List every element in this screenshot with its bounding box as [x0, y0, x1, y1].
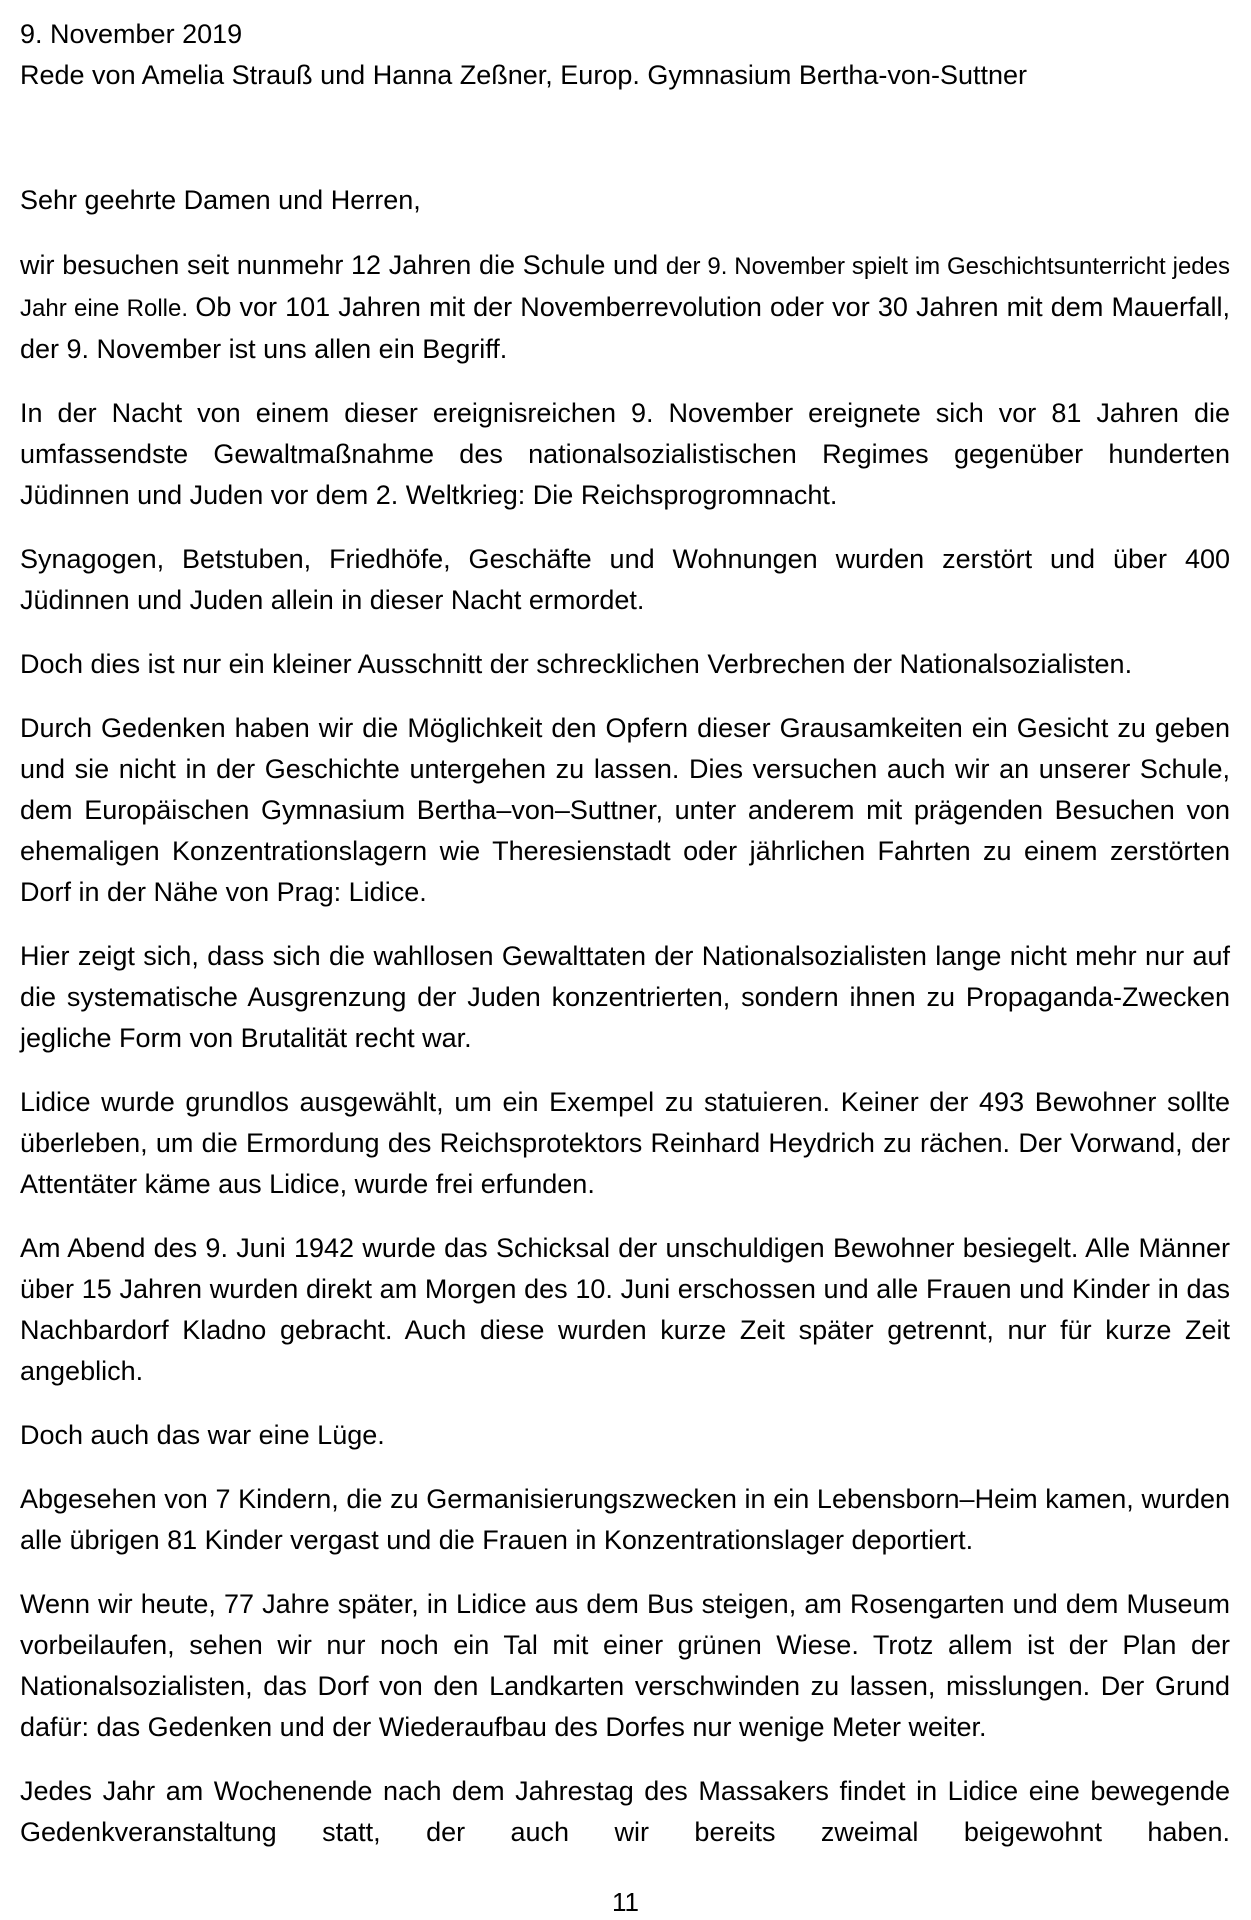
text-run: wir besuchen seit nunmehr 12 Jahren die Schule und [20, 250, 666, 280]
paragraph [20, 936, 1230, 1059]
text-run: Durch Gedenken haben wir die Möglichkeit den Opfern dieser Grausamkeiten ein Gesicht zu geben und sie nicht in der Geschichte untergehen zu lassen. Dies versuchen auch wir an unserer Schule, dem Europäischen Gymnasium Bertha–von–Suttner, unter anderem mit prägenden Besuchen von ehemaligen Konzentrationslagern wie Theresienstadt oder jährlichen Fahrten zu einem zerstörten Dorf in der Nähe von Prag: Lidice. [20, 713, 1230, 907]
paragraph [20, 1415, 1230, 1456]
paragraph [20, 708, 1230, 913]
paragraph [20, 393, 1230, 516]
paragraph [20, 1771, 1230, 1853]
text-run: Doch auch das war eine Lüge. [20, 1420, 385, 1450]
text-run: Am Abend des 9. Juni 1942 wurde das Schicksal der unschuldigen Bewohner besiegelt. Alle Männer über 15 Jahren wurden direkt am Morgen des 10. Juni erschossen und alle Frauen und Kinder in das Nachbardorf Kladno gebracht. Auch diese wurden kurze Zeit später getrennt, nur für kurze Zeit angeblich. [20, 1233, 1230, 1386]
paragraph [20, 1228, 1230, 1392]
text-run: In der Nacht von einem dieser ereignisreichen 9. November ereignete sich vor 81 Jahren die umfassendste Gewaltmaßnahme des nationalsozialistischen Regimes gegenüber hunderten Jüdinnen und Juden vor dem 2. Weltkrieg: Die Reichsprogromnacht. [20, 398, 1230, 510]
paragraph [20, 644, 1230, 685]
text-run: Jedes Jahr am Wochenende nach dem Jahrestag des Massakers findet in Lidice eine bewegende Gedenkveranstaltung statt, der auch wir bereits zweimal beigewohnt haben. [20, 1776, 1230, 1847]
paragraph [20, 245, 1230, 370]
text-run: Doch dies ist nur ein kleiner Ausschnitt der schrecklichen Verbrechen der Nationalsozialisten. [20, 649, 1133, 679]
text-run: der 9. November spielt im Geschichtsunterricht jedes Jahr eine Rolle. [20, 253, 1230, 322]
paragraph [20, 1584, 1230, 1748]
text-run: Lidice wurde grundlos ausgewählt, um ein Exempel zu statuieren. Keiner der 493 Bewohner sollte überleben, um die Ermordung des Reichsprotektors Reinhard Heydrich zu rächen. Der Vorwand, der Attentäter käme aus Lidice, wurde frei erfunden. [20, 1087, 1230, 1199]
paragraph [20, 1479, 1230, 1561]
header-byline: Rede von Amelia Strauß und Hanna Zeßner, Europ. Gymnasium Bertha-von-Suttner [20, 60, 1028, 90]
paragraph [20, 1082, 1230, 1205]
text-run: Wenn wir heute, 77 Jahre später, in Lidice aus dem Bus steigen, am Rosengarten und dem Museum vorbeilaufen, sehen wir nur noch ein Tal mit einer grünen Wiese. Trotz allem ist der Plan der Nationalsozialisten, das Dorf von den Landkarten verschwinden zu lassen, misslungen. Der Grund dafür: das Gedenken und der Wiederaufbau des Dorfes nur wenige Meter weiter. [20, 1589, 1230, 1742]
salutation-line: Sehr geehrte Damen und Herren, [20, 185, 421, 215]
text-run: Hier zeigt sich, dass sich die wahllosen Gewalttaten der Nationalsozialisten lange nicht mehr nur auf die systematische Ausgrenzung der Juden konzentrierten, sondern ihnen zu Propaganda-Zwecken jegliche Form von Brutalität recht war. [20, 941, 1230, 1053]
paragraph [20, 539, 1230, 621]
text-run: Ob vor 101 Jahren mit der Novemberrevolution oder vor 30 Jahren mit dem Mauerfall, der 9. November ist uns allen ein Begriff. [20, 292, 1230, 364]
text-run: Synagogen, Betstuben, Friedhöfe, Geschäfte und Wohnungen wurden zerstört und über 400 Jüdinnen und Juden allein in dieser Nacht ermordet. [20, 544, 1230, 615]
header-date: 9. November 2019 [20, 19, 243, 49]
body-paragraphs [20, 245, 1230, 1853]
page-number: 11 [612, 1887, 639, 1917]
text-run: Abgesehen von 7 Kindern, die zu Germanisierungszwecken in ein Lebensborn–Heim kamen, wurden alle übrigen 81 Kinder vergast und die Frauen in Konzentrationslager deportiert. [20, 1484, 1230, 1555]
